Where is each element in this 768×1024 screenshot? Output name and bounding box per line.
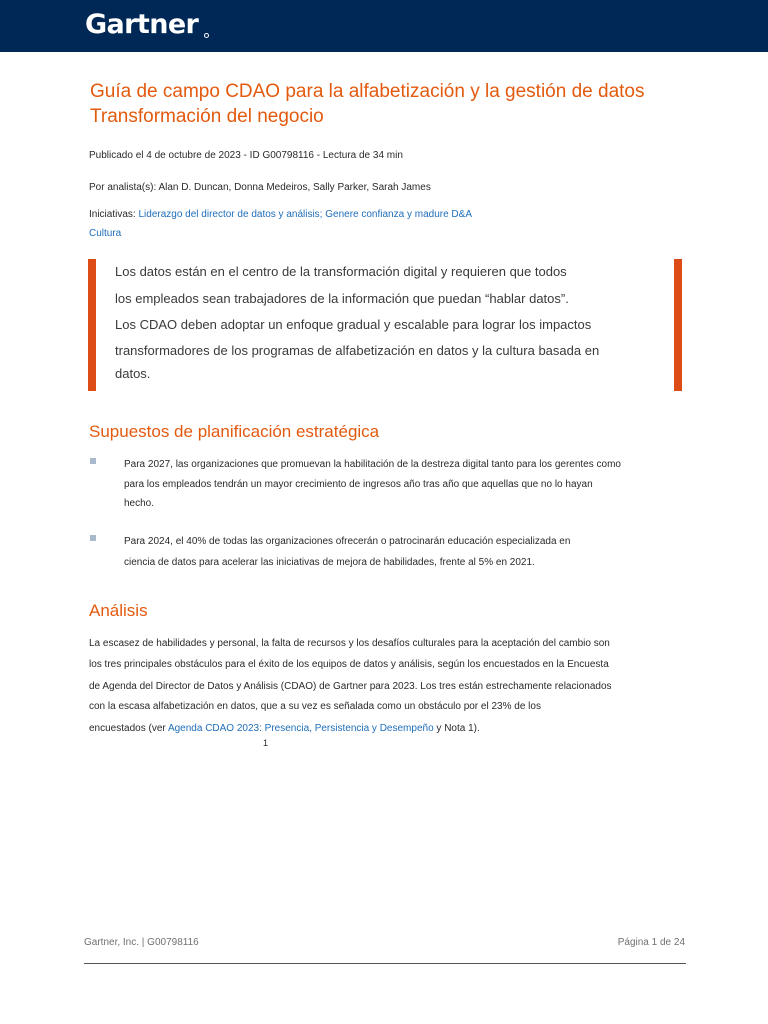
brand-header — [0, 0, 768, 52]
quote-line: Los datos están en el centro de la transformación digital y requieren que todos — [115, 264, 567, 279]
analysis-heading: Análisis — [89, 601, 148, 620]
page-number: Página 1 de 24 — [617, 937, 685, 948]
analysis-line: de Agenda del Director de Datos y Análisis (CDAO) de Gartner para 2023. Los tres están estrechamente relacionados — [89, 681, 612, 692]
analysis-line-last — [89, 722, 480, 736]
planning-item-line: Para 2027, las organizaciones que promuevan la habilitación de la destreza digital tanto para los gerentes como — [124, 459, 621, 470]
quote-line: transformadores de los programas de alfabetización en datos y la cultura basada en — [115, 343, 600, 358]
planning-item-line: Para 2024, el 40% de todas las organizaciones ofrecerán o patrocinarán educación especializada en — [124, 536, 571, 547]
footer-divider — [84, 963, 686, 964]
footer-doc-id: Gartner, Inc. | G00798116 — [84, 937, 199, 948]
document-title — [90, 79, 710, 129]
registered-mark-icon — [204, 33, 209, 38]
quote-bar-left — [88, 259, 96, 391]
analysis-line: con la escasa alfabetización en datos, que a su vez es señalada como un obstáculo por el 23% de los — [89, 701, 541, 712]
title-line-1: Guía de campo CDAO para la alfabetización y la gestión de datos — [90, 81, 645, 102]
initiatives-link[interactable]: Liderazgo del director de datos y análisis; Genere confianza y madure D&A — [138, 209, 472, 220]
published-info: Publicado el 4 de octubre de 2023 - ID G00798116 - Lectura de 34 min — [89, 150, 403, 161]
bullet-icon — [90, 535, 96, 541]
planning-heading: Supuestos de planificación estratégica — [89, 422, 380, 441]
analysis-line: los tres principales obstáculos para el éxito de los equipos de datos y análisis, según los encuestados en la Encuesta — [89, 659, 609, 670]
quote-line: Los CDAO deben adoptar un enfoque gradual y escalable para lograr los impactos — [115, 317, 592, 332]
bullet-icon — [90, 458, 96, 464]
analysis-last-suffix: y Nota 1). — [433, 723, 480, 734]
gartner-logo: Gartner — [85, 9, 199, 40]
initiatives-info-cont — [89, 227, 121, 241]
quote-bar-right — [674, 259, 682, 391]
initiatives-label: Iniciativas: — [89, 209, 139, 220]
initiatives-info — [89, 208, 472, 222]
planning-item-line: hecho. — [124, 498, 155, 509]
analysts-info: Por analista(s): Alan D. Duncan, Donna Medeiros, Sally Parker, Sarah James — [89, 182, 431, 193]
analysis-last-prefix: encuestados (ver — [89, 723, 168, 734]
cdao-agenda-link[interactable]: Agenda CDAO 2023: Presencia, Persistencia y Desempeño — [167, 723, 434, 734]
planning-item-line: para los empleados tendrán un mayor crecimiento de ingresos año tras año que aquellas que no lo hayan — [124, 479, 593, 490]
culture-link[interactable]: Cultura — [89, 228, 122, 239]
footnote-marker: 1 — [263, 738, 269, 748]
quote-line: datos. — [115, 366, 151, 381]
analysis-line: La escasez de habilidades y personal, la falta de recursos y los desafíos culturales para la aceptación del cambio son — [89, 638, 610, 649]
title-line-2: Transformación del negocio — [90, 106, 324, 127]
quote-line: los empleados sean trabajadores de la información que puedan “hablar datos”. — [115, 291, 569, 306]
planning-item-line: ciencia de datos para acelerar las iniciativas de mejora de habilidades, frente al 5% en 2021. — [124, 557, 535, 568]
